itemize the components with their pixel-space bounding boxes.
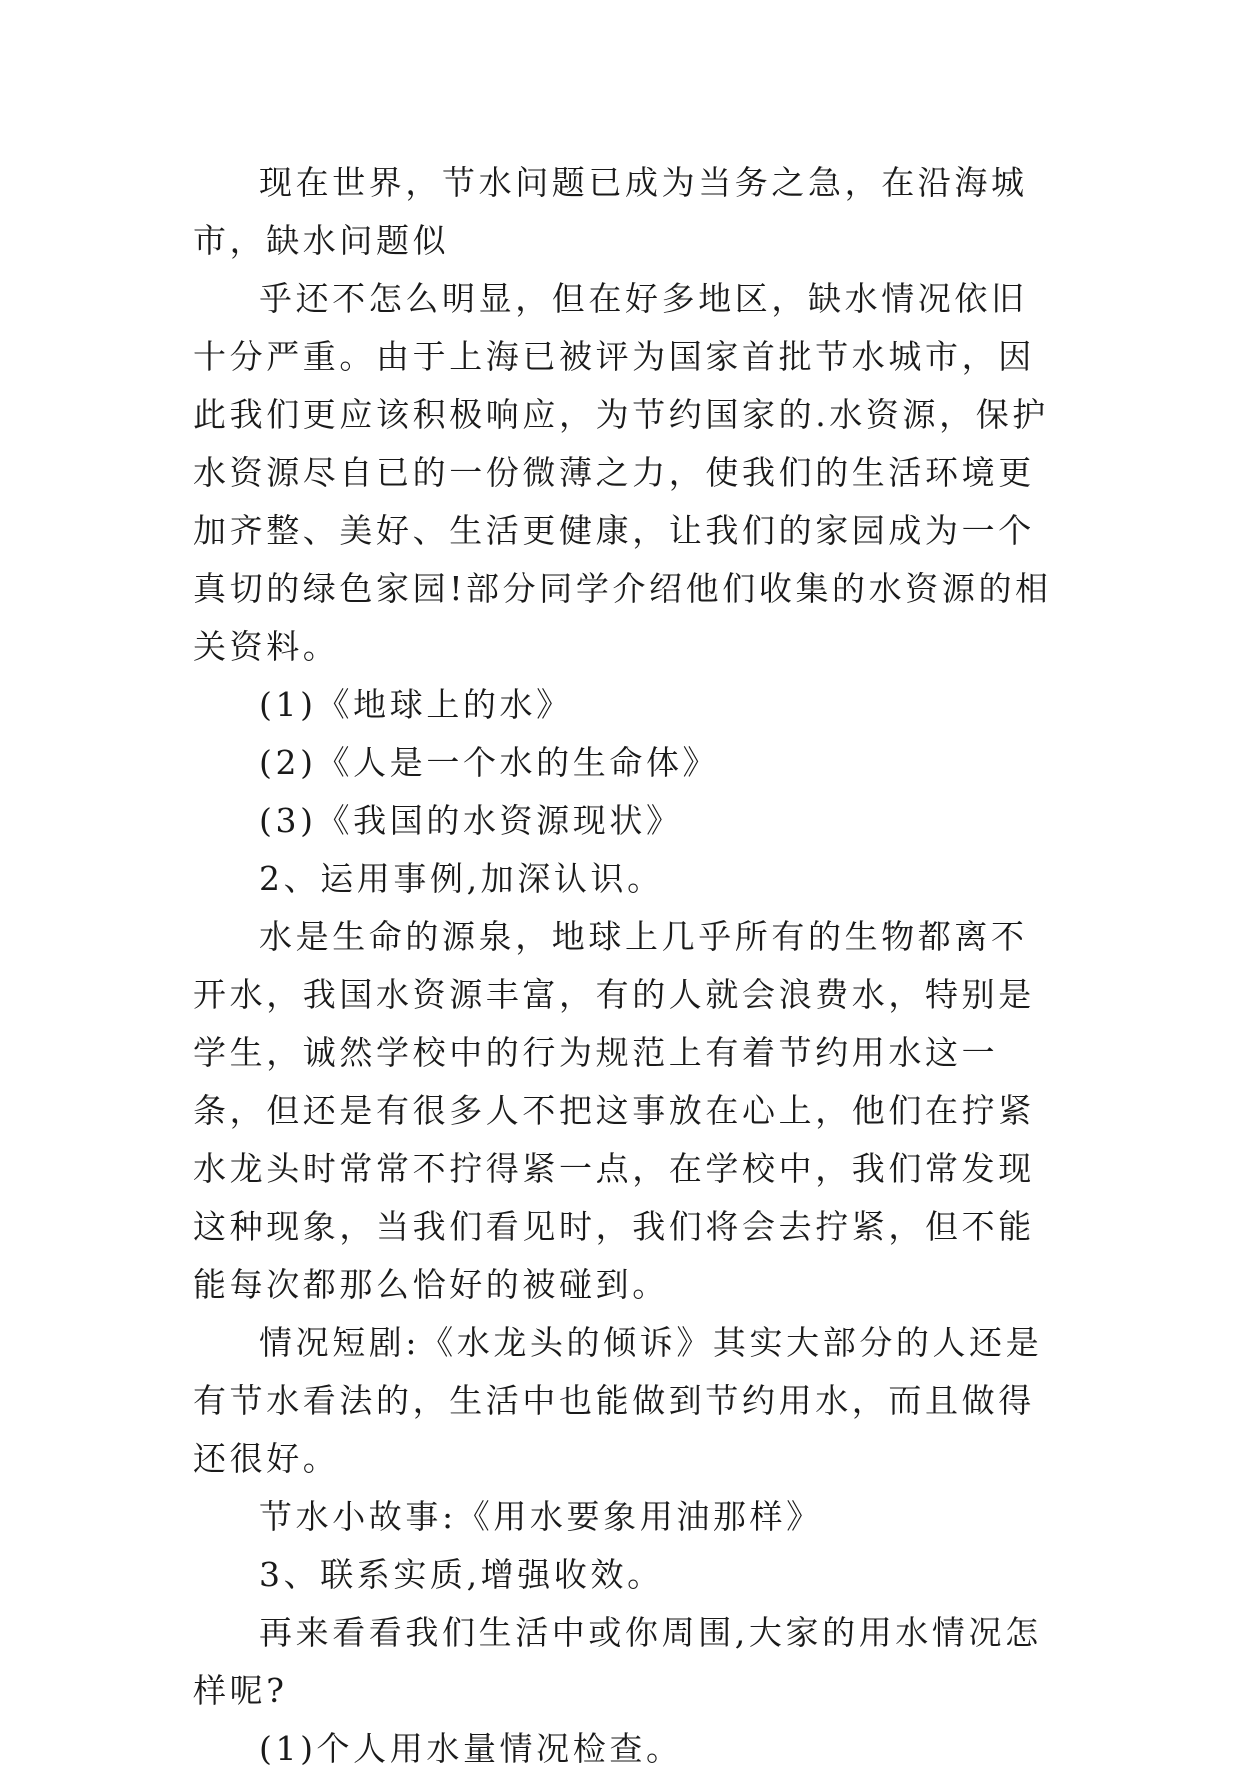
document-body (193, 154, 1053, 1778)
list-item-human-water: (2)《人是一个水的生命体》 (259, 743, 720, 782)
list-item-water-status: (3)《我国的水资源现状》 (259, 801, 683, 840)
paragraph-water-story: 节水小故事:《用水要象用油那样》 (259, 1497, 823, 1536)
paragraph-look-around: 再来看看我们生活中或你周围,大家的用水情况怎样呢? (193, 1613, 1042, 1710)
section-heading-practice: 3、联系实质,增强收效。 (259, 1555, 664, 1594)
section-heading-examples: 2、运用事例,加深认识。 (259, 859, 664, 898)
paragraph-intro: 现在世界，节水问题已成为当务之急，在沿海城市，缺水问题似 (193, 163, 1028, 260)
list-item-personal-usage: (1)个人用水量情况检查。 (259, 1729, 683, 1768)
paragraph-short-play: 情况短剧:《水龙头的倾诉》其实大部分的人还是有节水看法的，生活中也能做到节约用水，而且做得还很好。 (193, 1323, 1043, 1478)
paragraph-water-shortage: 乎还不怎么明显，但在好多地区，缺水情况依旧十分严重。由于上海已被评为国家首批节水城市，因此我们更应该积极响应，为节约国家的.水资源，保护水资源尽自已的一份微薄之力，使我们的生活环境更加齐整、美好、生活更健康，让我们的家园成为一个真切的绿色家园!部分同学介绍他们收集的水资源的相关资料。 (193, 279, 1052, 666)
paragraph-source-of-life: 水是生命的源泉，地球上几乎所有的生物都离不开水，我国水资源丰富，有的人就会浪费水，特别是学生，诚然学校中的行为规范上有着节约用水这一条，但还是有很多人不把这事放在心上，他们在拧紧水龙头时常常不拧得紧一点，在学校中，我们常发现这种现象，当我们看见时，我们将会去拧紧，但不能能每次都那么恰好的被碰到。 (193, 917, 1035, 1304)
list-item-earth-water: (1)《地球上的水》 (259, 685, 573, 724)
